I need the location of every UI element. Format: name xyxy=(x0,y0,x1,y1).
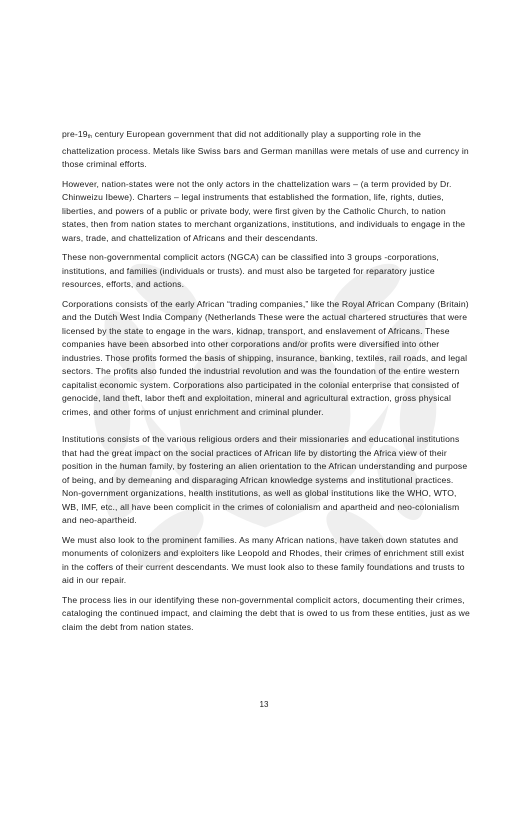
superscript: th xyxy=(87,134,93,140)
paragraph: We must also look to the prominent families. As many African nations, have taken down statutes and monuments of colonizers and exploiters like Leopold and Rhodes, their crimes of enrichment still exist in the coffers of their current descendants. We must look also to these family foundations and trusts to aid in our repair. xyxy=(62,534,465,585)
paragraph: The process lies in our identifying these non-governmental complicit actors, documenting their crimes, cataloging the continued impact, and claiming the debt that is owed to us from these entities, just as we claim the debt from nation states. xyxy=(62,594,470,632)
paragraph: Institutions consists of the various religious orders and their missionaries and educational institutions that had the great impact on the social practices of African life by distorting the Africa view of their position in the human family, by fostering an alien orientation to the African understanding and purpose of being, and by demeaning and disparaging African knowledge systems and institutional practices. Non-government organizations, health institutions, as well as global institutions like the WHO, WTO, WB, IMF, etc., all have been complicit in the crimes of colonialism and apartheid and neo-colonialism and neo-apartheid. xyxy=(62,434,468,525)
page-number: 13 xyxy=(259,700,269,709)
paragraph: Corporations consists of the early African “trading companies,” like the Royal African Company (Britain) and the Dutch West India Company (Netherlands These were the actual chartered structures that were licensed by the state to engage in the wars, kidnap, transport, and enslavement of Africans. These companies have been absorbed into other corporations and/or profits were diversified into other industries. Those profits formed the basis of shipping, insurance, banking, textiles, rail roads, and legal sectors. The profits also funded the industrial revolution and was the foundation of the entire western capitalist economic system. Corporations also participated in the colonial enterprise that consisted of genocide, land theft, labor theft and exploitation, mineral and agricultural extraction, gross physical crimes, and other forms of unjust enrichment and criminal plunder. xyxy=(62,298,469,417)
paragraph xyxy=(62,128,470,172)
paragraph-text: century European government that did not additionally play a supporting role in the chattelization process. Metals like Swiss bars and German manillas were metals of use and currency in those criminal efforts. xyxy=(62,129,469,169)
paragraph: These non-governmental complicit actors (NGCA) can be classified into 3 groups -corporations, institutions, and families (individuals or trusts). and must also be targeted for reparatory justice resources, efforts, and actions. xyxy=(62,252,439,289)
paragraph-text: pre-19 xyxy=(62,129,88,139)
body-text xyxy=(62,128,470,640)
paragraph: However, nation-states were not the only actors in the chattelization wars – (a term provided by Dr. Chinweizu Ibewe). Charters – legal instruments that established the formation, life, rights, duties, liberties, and powers of a public or private body, were first given by the Catholic Church, to nation states, then from nation states to merchant organizations, institutions, and individuals to engage in the wars, trade, and chattelization of Africans and their descendants. xyxy=(62,178,466,243)
